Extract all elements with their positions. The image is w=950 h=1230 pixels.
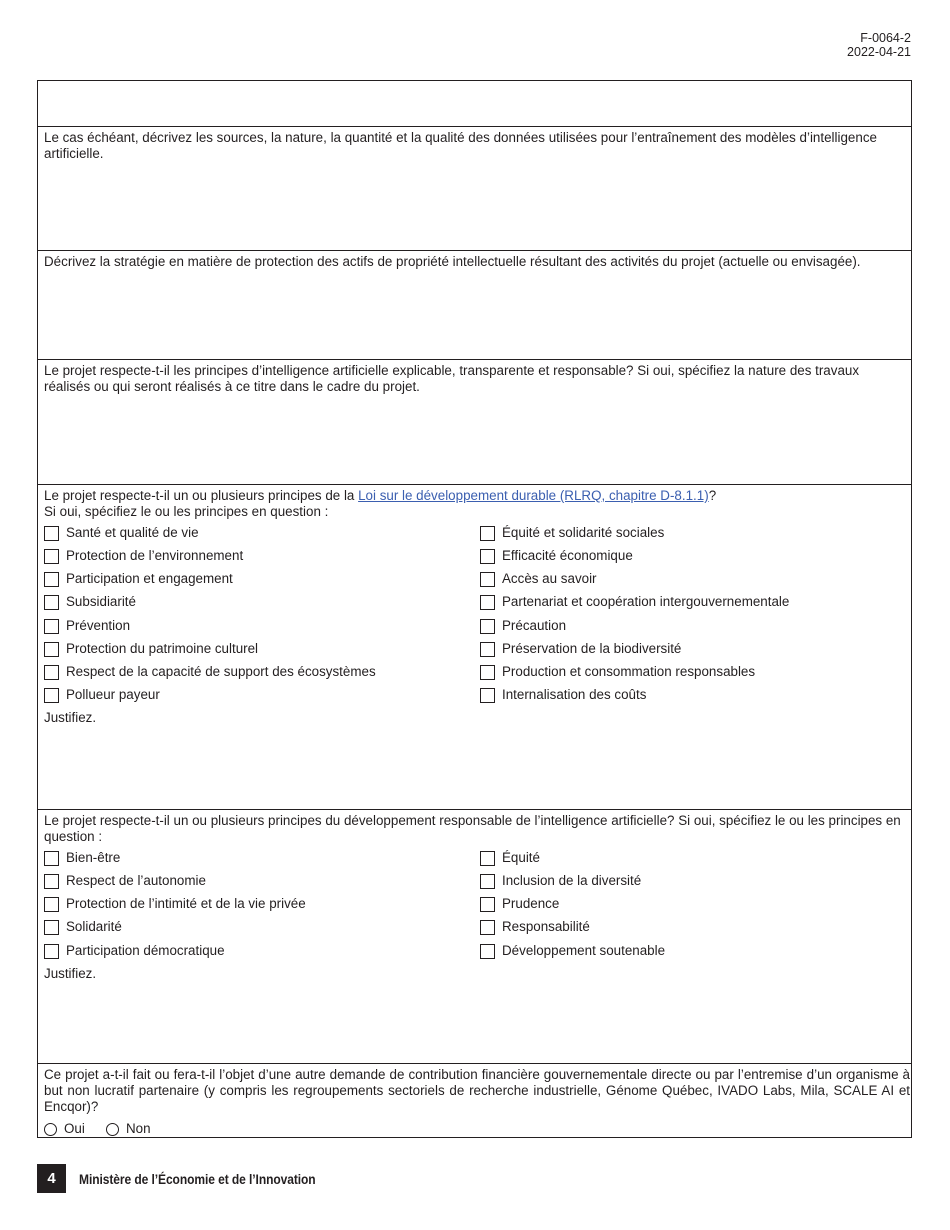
checkbox[interactable] — [480, 688, 495, 703]
checkbox[interactable] — [480, 642, 495, 657]
checkbox[interactable] — [44, 665, 59, 680]
checkbox-partenariat[interactable]: Partenariat et coopération intergouvernementale — [480, 594, 789, 610]
checkbox-efficacite-economique[interactable]: Efficacité économique — [480, 548, 633, 564]
checkbox[interactable] — [44, 851, 59, 866]
sustainable-development-section — [38, 484, 911, 809]
ip-strategy-section[interactable] — [38, 250, 911, 359]
page-footer — [37, 1164, 354, 1193]
checkbox[interactable] — [480, 595, 495, 610]
checkbox-pollueur-payeur[interactable]: Pollueur payeur — [44, 687, 160, 703]
checkbox-bien-etre[interactable]: Bien-être — [44, 850, 120, 866]
checkbox-prudence[interactable]: Prudence — [480, 896, 559, 912]
checkbox-subsidiarite[interactable]: Subsidiarité — [44, 594, 136, 610]
checkbox[interactable] — [44, 944, 59, 959]
checkbox[interactable] — [480, 897, 495, 912]
checkbox[interactable] — [44, 619, 59, 634]
checkbox-capacite-ecosystemes[interactable]: Respect de la capacité de support des écosystèmes — [44, 664, 376, 680]
checkbox[interactable] — [480, 526, 495, 541]
checkbox-vie-privee[interactable]: Protection de l’intimité et de la vie privée — [44, 896, 306, 912]
checkbox[interactable] — [44, 874, 59, 889]
explainable-ai-section[interactable] — [38, 359, 911, 484]
radio-button[interactable] — [106, 1123, 119, 1136]
checkbox[interactable] — [480, 920, 495, 935]
ministry-name: Ministère de l’Économie et de l’Innovation — [79, 1170, 316, 1187]
radio-oui[interactable]: Oui — [44, 1121, 85, 1137]
checkbox[interactable] — [44, 920, 59, 935]
checkbox[interactable] — [44, 688, 59, 703]
checkbox-production-consommation[interactable]: Production et consommation responsables — [480, 664, 755, 680]
checkbox-internalisation-couts[interactable]: Internalisation des coûts — [480, 687, 646, 703]
sustainable-development-subquestion: Si oui, spécifiez le ou les principes en question : — [44, 504, 329, 519]
checkbox-protection-environnement[interactable]: Protection de l’environnement — [44, 548, 243, 564]
sustainable-development-question: Le projet respecte-t-il un ou plusieurs principes de la Loi sur le développement durable (RLRQ, chapitre D-8.1.1)? Si oui, spécifiez le ou les principes en question : — [44, 488, 717, 519]
form-date: 2022-04-21 — [847, 45, 911, 59]
checkbox-responsabilite[interactable]: Responsabilité — [480, 919, 590, 935]
checkbox[interactable] — [480, 851, 495, 866]
checkbox-acces-savoir[interactable]: Accès au savoir — [480, 571, 597, 587]
responsible-ai-justify-label: Justifiez. — [44, 966, 97, 981]
checkbox[interactable] — [44, 549, 59, 564]
responsible-ai-question: Le projet respecte-t-il un ou plusieurs principes du développement responsable de l’intelligence artificielle? Si oui, spécifiez le ou les principes en question : — [44, 813, 901, 844]
form-frame — [37, 80, 912, 1138]
sustainable-development-justify-label: Justifiez. — [44, 710, 97, 725]
checkbox-equite-solidarite[interactable]: Équité et solidarité sociales — [480, 525, 664, 541]
checkbox[interactable] — [480, 619, 495, 634]
explainable-ai-question: Le projet respecte-t-il les principes d’intelligence artificielle explicable, transparente et responsable? Si oui, spécifiez la nature des travaux réalisés ou qui seront réalisés à ce titre dans le cadre du projet. — [44, 363, 860, 394]
checkbox-solidarite[interactable]: Solidarité — [44, 919, 122, 935]
checkbox[interactable] — [44, 595, 59, 610]
form-code: F-0064-2 — [860, 31, 911, 45]
training-data-question: Le cas échéant, décrivez les sources, la nature, la quantité et la qualité des données utilisées pour l’entraînement des modèles d’intelligence artificielle. — [44, 130, 877, 161]
checkbox-participation-democratique[interactable]: Participation démocratique — [44, 943, 225, 959]
checkbox-precaution[interactable]: Précaution — [480, 618, 566, 634]
checkbox-sante-qualite-vie[interactable]: Santé et qualité de vie — [44, 525, 199, 541]
checkbox-developpement-soutenable[interactable]: Développement soutenable — [480, 943, 665, 959]
other-funding-section — [38, 1063, 911, 1139]
ip-strategy-question: Décrivez la stratégie en matière de protection des actifs de propriété intellectuelle résultant des activités du projet (actuelle ou envisagée). — [44, 254, 861, 269]
radio-button[interactable] — [44, 1123, 57, 1136]
checkbox[interactable] — [44, 572, 59, 587]
sustainable-development-law-link[interactable]: Loi sur le développement durable (RLRQ, chapitre D-8.1.1) — [358, 488, 709, 503]
checkbox[interactable] — [480, 572, 495, 587]
training-data-section[interactable] — [38, 126, 911, 250]
checkbox-patrimoine-culturel[interactable]: Protection du patrimoine culturel — [44, 641, 258, 657]
checkbox[interactable] — [44, 897, 59, 912]
checkbox-inclusion-diversite[interactable]: Inclusion de la diversité — [480, 873, 641, 889]
checkbox[interactable] — [480, 665, 495, 680]
other-funding-question: Ce projet a-t-il fait ou fera-t-il l’objet d’une autre demande de contribution financière gouvernementale directe ou par l’entremise d’un organisme à but non lucratif partenaire (y compris les regroupements sectoriels de recherche industrielle, Génome Québec, IVADO Labs, Mila, SCALE AI et Encqor)? — [44, 1067, 910, 1114]
page-number: 4 — [37, 1164, 66, 1193]
checkbox-participation-engagement[interactable]: Participation et engagement — [44, 571, 233, 587]
checkbox-biodiversite[interactable]: Préservation de la biodiversité — [480, 641, 681, 657]
checkbox[interactable] — [480, 944, 495, 959]
checkbox[interactable] — [480, 549, 495, 564]
checkbox[interactable] — [44, 642, 59, 657]
form-identifier — [847, 31, 911, 59]
radio-non[interactable]: Non — [106, 1121, 151, 1137]
responsible-ai-section — [38, 809, 911, 1063]
previous-answer-field[interactable] — [38, 81, 911, 126]
checkbox-respect-autonomie[interactable]: Respect de l’autonomie — [44, 873, 206, 889]
checkbox-prevention[interactable]: Prévention — [44, 618, 130, 634]
checkbox[interactable] — [44, 526, 59, 541]
checkbox-equite[interactable]: Équité — [480, 850, 540, 866]
checkbox[interactable] — [480, 874, 495, 889]
